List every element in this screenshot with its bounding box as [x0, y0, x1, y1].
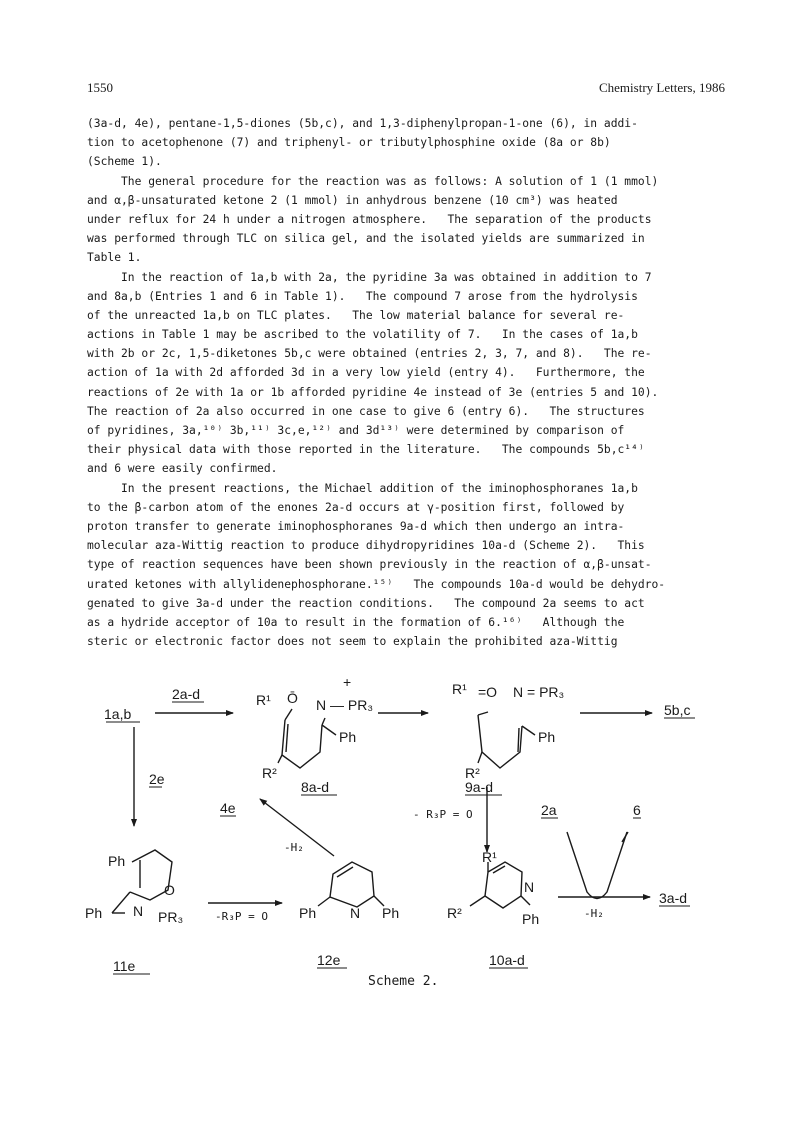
text-line: urated ketones with allylidenephosphorane.¹⁵⁾ The compounds 10a-d would be dehydro- [87, 577, 666, 591]
struct-12e-dbl [337, 867, 353, 877]
atom-o-minus: Ō [287, 690, 298, 706]
struct-8-cn [322, 718, 325, 725]
label-2a: 2a [541, 802, 557, 818]
atom-ph: Ph [108, 853, 126, 869]
struct-9-chain [478, 715, 522, 768]
label-reagent-2e: 2e [149, 771, 165, 787]
atom-plus: + [343, 674, 352, 690]
label-10ad: 10a-d [489, 952, 525, 968]
atom-pr3: PR₃ [158, 909, 184, 925]
struct-9-dbl [518, 728, 519, 752]
text-line: steric or electronic factor does not seem to explain the prohibited aza-Wittig [87, 635, 618, 649]
text-line: and 6 were easily confirmed. [87, 462, 278, 476]
struct-9-cr2 [478, 752, 482, 763]
atom-n: N [133, 903, 144, 919]
struct-8-co [285, 709, 292, 720]
text-line: action of 1a with 2d afforded 3d in a very low yield (entry 4). Furthermore, the [87, 366, 645, 380]
text-line: type of reaction sequences have been shown previously in the reaction of α,β-unsat- [87, 558, 652, 572]
atom-ph: Ph [85, 905, 103, 921]
struct-12e-ph1 [318, 897, 330, 906]
text-line: tion to acetophenone (7) and triphenyl- or tributylphosphine oxide (8a or 8b) [87, 136, 611, 150]
text-line: and α,β-unsaturated ketone 2 (1 mmol) in anhydrous benzene (10 cm³) was heated [87, 193, 618, 207]
struct-12e-ring [330, 862, 374, 907]
atom-n-pr3: N — PR₃ [316, 697, 374, 713]
label-6: 6 [633, 802, 641, 818]
v-curve-2a-6 [567, 832, 627, 899]
text-line: of the unreacted 1a,b on TLC plates. The low material balance for several re- [87, 308, 625, 322]
text-line: with 2b or 2c, 1,5-diketones 5b,c were obtained (entries 2, 3, 7, and 8). The re- [87, 347, 652, 361]
label-4e: 4e [220, 800, 236, 816]
struct-11e-vinyl [112, 892, 130, 913]
struct-9-cph [522, 726, 535, 735]
atom-n: N [524, 879, 535, 895]
label-8ad: 8a-d [301, 779, 330, 795]
label-11e: 11e [113, 958, 136, 974]
text-line: of pyridines, 3a,¹⁰⁾ 3b,¹¹⁾ 3c,e,¹²⁾ and 3d¹³⁾ were determined by comparison of [87, 424, 625, 437]
label-1ab: 1a,b [104, 706, 132, 722]
label-reagent-2ad: 2a-d [172, 686, 201, 702]
label-3ad: 3a-d [659, 890, 688, 906]
struct-10-r2 [470, 896, 485, 906]
v-arrowhead [622, 832, 628, 842]
struct-8-dbl [286, 724, 288, 752]
text-line: In the reaction of 1a,b with 2a, the pyridine 3a was obtained in addition to 7 [87, 270, 652, 284]
text-line: genated to give 3a-d under the reaction conditions. The compound 2a seems to act [87, 596, 645, 610]
text-line: reactions of 2e with 1a or 1b afforded pyridine 4e instead of 3e (entries 5 and 10). [87, 385, 659, 399]
label-minus-h2: -H₂ [284, 841, 304, 854]
label-12e: 12e [317, 952, 341, 968]
text-line: to the β-carbon atom of the enones 2a-d occurs at γ-position first, followed by [87, 500, 625, 514]
label-9ad: 9a-d [465, 779, 494, 795]
text-line: and 8a,b (Entries 1 and 6 in Table 1). The compound 7 arose from the hydrolysis [87, 289, 638, 303]
atom-ph: Ph [538, 729, 556, 745]
label-minus-h2-b: -H₂ [584, 907, 604, 920]
atom-r1: R¹ [482, 849, 497, 865]
struct-8-cr2 [278, 755, 282, 763]
atom-r2: R² [465, 765, 480, 781]
page-number: 1550 [87, 80, 113, 95]
text-line: molecular aza-Wittig reaction to produce dihydropyridines 10a-d (Scheme 2). This [87, 539, 645, 553]
label-minus-r3po-b: -R₃P = O [215, 910, 268, 923]
atom-n-eq-pr3: N = PR₃ [513, 684, 565, 700]
text-line: as a hydride acceptor of 10a to result in the formation of 6.¹⁶⁾ Although the [87, 615, 625, 629]
atom-r1: R¹ [256, 692, 271, 708]
text-line: actions in Table 1 may be ascribed to the volatility of 7. In the cases of 1a,b [87, 328, 638, 342]
atom-o-eq: =O [478, 684, 498, 700]
text-line: The reaction of 2a also occurred in one case to give 6 (entry 6). The structures [87, 404, 645, 418]
struct-9-co [478, 712, 488, 715]
label-5bc: 5b,c [664, 702, 691, 718]
struct-10-ring [485, 862, 522, 908]
struct-10-dbl [493, 866, 505, 873]
atom-ph: Ph [299, 905, 317, 921]
atom-o: O [164, 882, 175, 898]
journal-header: Chemistry Letters, 1986 [598, 80, 725, 95]
text-line: proton transfer to generate iminophosphoranes 9a-d which then undergo an intra- [87, 519, 625, 533]
atom-ph: Ph [522, 911, 540, 927]
atom-ph: Ph [382, 905, 400, 921]
text-line: In the present reactions, the Michael addition of the iminophosphoranes 1a,b [87, 481, 638, 495]
struct-10-ph [521, 896, 530, 905]
atom-r2: R² [447, 905, 462, 921]
text-line: under reflux for 24 h under a nitrogen atmosphere. The separation of the products [87, 212, 652, 226]
atom-n: N [350, 905, 361, 921]
atom-ph: Ph [339, 729, 357, 745]
text-line: Table 1. [87, 251, 142, 265]
struct-8-cph [322, 725, 336, 735]
atom-r1: R¹ [452, 681, 467, 697]
text-line: was performed through TLC on silica gel, and the isolated yields are summarized in [87, 232, 645, 246]
text-line: (Scheme 1). [87, 155, 162, 169]
text-line: their physical data with those reported in the literature. The compounds 5b,c¹⁴⁾ [87, 443, 645, 457]
text-line: (3a-d, 4e), pentane-1,5-diones (5b,c), and 1,3-diphenylpropan-1-one (6), in addi- [87, 117, 638, 130]
text-line: The general procedure for the reaction was as follows: A solution of 1 (1 mmol) [87, 174, 659, 188]
scheme-caption: Scheme 2. [368, 974, 439, 989]
atom-r2: R² [262, 765, 277, 781]
label-minus-r3po: - R₃P = O [413, 808, 473, 821]
